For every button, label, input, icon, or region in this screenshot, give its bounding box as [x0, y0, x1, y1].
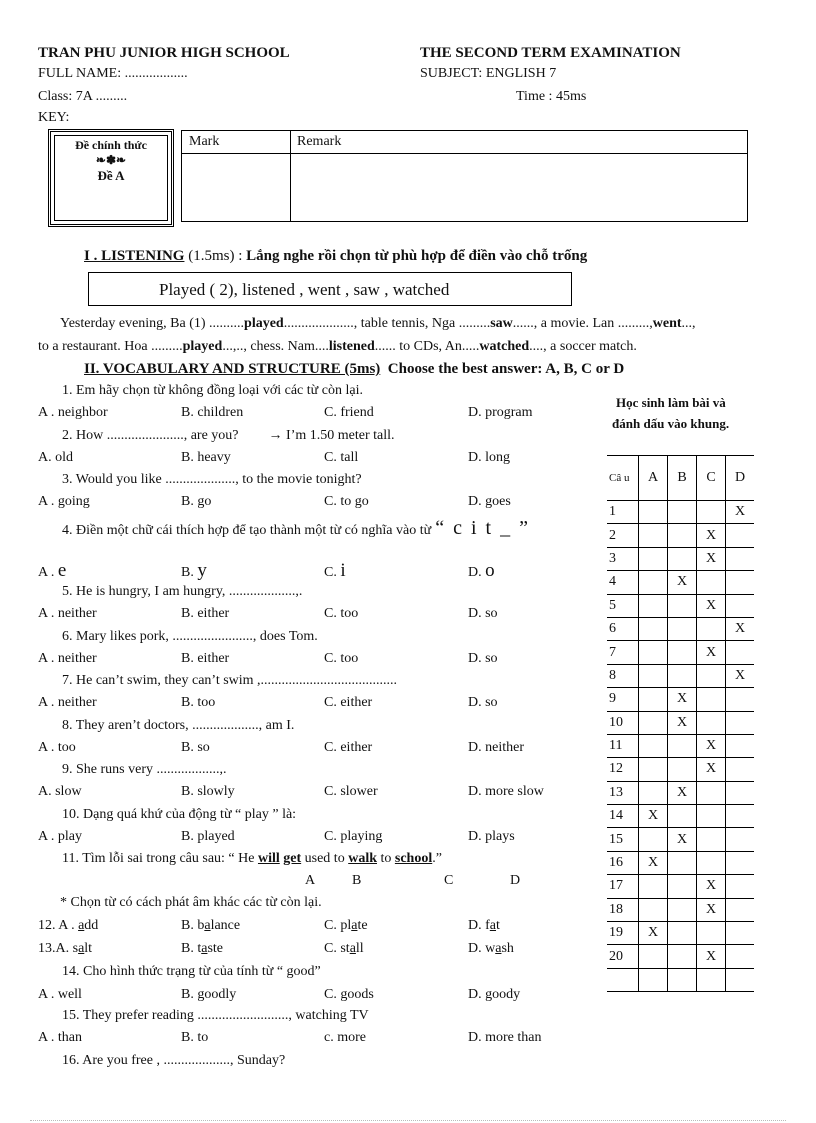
- answer-cell-b[interactable]: [668, 524, 697, 547]
- option-c[interactable]: c. more: [324, 1030, 366, 1045]
- answer-cell-c[interactable]: X: [697, 594, 726, 617]
- option-d[interactable]: D. so: [468, 695, 498, 710]
- answer-cell-b[interactable]: [668, 851, 697, 874]
- answer-row: [607, 922, 754, 945]
- option-c[interactable]: C. i: [324, 560, 346, 581]
- answer-cell-d[interactable]: X: [726, 617, 755, 640]
- answer-cell-c[interactable]: [697, 828, 726, 851]
- answer-cell-c[interactable]: [697, 805, 726, 828]
- answer-cell-a[interactable]: [639, 758, 668, 781]
- answer-cell-d[interactable]: [726, 641, 755, 664]
- answer-cell-b[interactable]: [668, 547, 697, 570]
- option-c[interactable]: C. friend: [324, 405, 374, 420]
- grid-header-b: B: [668, 456, 697, 501]
- option-c[interactable]: C. goods: [324, 987, 374, 1002]
- option-c[interactable]: C. plate: [324, 918, 368, 933]
- answer-row: [607, 501, 754, 524]
- answer-cell-a[interactable]: X: [639, 922, 668, 945]
- answer-row-number: 16: [607, 851, 639, 874]
- option-d[interactable]: D. fat: [468, 918, 500, 933]
- answer-row: [607, 524, 754, 547]
- grid-header-c: C: [697, 456, 726, 501]
- answer-row: [607, 945, 754, 968]
- answer-cell-c[interactable]: X: [697, 875, 726, 898]
- answer-row-number: 7: [607, 641, 639, 664]
- option-d[interactable]: D. so: [468, 651, 498, 666]
- answer-cell-d[interactable]: [726, 524, 755, 547]
- mark-header: Mark: [189, 134, 220, 149]
- school-name: TRAN PHU JUNIOR HIGH SCHOOL: [38, 45, 290, 61]
- answer-cell-d[interactable]: [726, 734, 755, 757]
- answer-row: [607, 571, 754, 594]
- answer-cell-b[interactable]: X: [668, 828, 697, 851]
- answer-cell-c[interactable]: [697, 501, 726, 524]
- question-1: 1. Em hãy chọn từ không đồng loại với các từ còn lại.: [62, 383, 363, 398]
- answer-cell-d[interactable]: [726, 594, 755, 617]
- section1-heading: I . LISTENING (1.5ms) : Lắng nghe rồi chọn từ phù hợp để điền vào chỗ trống: [84, 248, 588, 264]
- option-a[interactable]: A . neighbor: [38, 405, 108, 420]
- option-d[interactable]: D. wash: [468, 941, 514, 956]
- question-11: 11. Tìm lỗi sai trong câu sau: “ He will get used to walk to school.”: [62, 851, 442, 866]
- option-a[interactable]: A . too: [38, 740, 76, 755]
- exam-variant: Đề A: [97, 168, 125, 183]
- answer-cell-b[interactable]: [668, 945, 697, 968]
- answer-cell-c[interactable]: [697, 617, 726, 640]
- answer-row-number: 9: [607, 688, 639, 711]
- option-c[interactable]: C. playing: [324, 829, 383, 844]
- question-8: 8. They aren’t doctors, ..................., am I.: [62, 718, 295, 733]
- answer-cell-a[interactable]: [639, 664, 668, 687]
- grid-header-question: Câ u: [607, 456, 639, 501]
- answer-cell-a[interactable]: [639, 524, 668, 547]
- option-d[interactable]: D. so: [468, 606, 498, 621]
- answer-row-number: 19: [607, 922, 639, 945]
- answer-cell-c[interactable]: X: [697, 734, 726, 757]
- option-d[interactable]: D. goody: [468, 987, 521, 1002]
- answer-sheet-title-1: Học sinh làm bài và: [616, 395, 726, 410]
- answer-grid: [607, 455, 754, 992]
- answer-cell-a[interactable]: [639, 945, 668, 968]
- answer-cell-b[interactable]: X: [668, 781, 697, 804]
- option-c[interactable]: C. slower: [324, 784, 378, 799]
- answer-row-number: 1: [607, 501, 639, 524]
- answer-cell-c[interactable]: X: [697, 898, 726, 921]
- option-d[interactable]: D. program: [468, 405, 533, 420]
- answer-cell-b[interactable]: [668, 922, 697, 945]
- answer-row-number: 4: [607, 571, 639, 594]
- answer-cell-a[interactable]: [639, 594, 668, 617]
- answer-cell-b[interactable]: X: [668, 571, 697, 594]
- answer-row-number: 13: [607, 781, 639, 804]
- option-b[interactable]: B. heavy: [181, 450, 231, 465]
- answer-row: [607, 875, 754, 898]
- section2-heading: II. VOCABULARY AND STRUCTURE (5ms) Choose the best answer: A, B, C or D: [84, 361, 625, 377]
- answer-row-number: 15: [607, 828, 639, 851]
- option-b[interactable]: B. go: [181, 494, 212, 509]
- option-a[interactable]: A . than: [38, 1030, 82, 1045]
- option-c[interactable]: C. tall: [324, 450, 359, 465]
- question-9: 9. She runs very ..................,.: [62, 762, 227, 777]
- answer-cell-a[interactable]: X: [639, 851, 668, 874]
- question-3: 3. Would you like ...................., to the movie tonight?: [62, 472, 362, 487]
- answer-cell-b[interactable]: [668, 501, 697, 524]
- answer-cell-d[interactable]: [726, 922, 755, 945]
- answer-cell-c[interactable]: [697, 711, 726, 734]
- answer-cell-c[interactable]: X: [697, 641, 726, 664]
- question-6: 6. Mary likes pork, ......................., does Tom.: [62, 629, 318, 644]
- exam-title: THE SECOND TERM EXAMINATION: [420, 45, 681, 61]
- answer-cell-d[interactable]: [726, 805, 755, 828]
- answer-cell-b[interactable]: X: [668, 688, 697, 711]
- answer-cell-c[interactable]: X: [697, 547, 726, 570]
- option-c[interactable]: C. to go: [324, 494, 369, 509]
- answer-cell-a[interactable]: [639, 875, 668, 898]
- answer-cell-b[interactable]: [668, 875, 697, 898]
- answer-cell-c[interactable]: [697, 688, 726, 711]
- answer-cell-c[interactable]: X: [697, 758, 726, 781]
- remark-header: Remark: [297, 134, 342, 149]
- answer-cell-b[interactable]: [668, 898, 697, 921]
- answer-cell-a[interactable]: [639, 734, 668, 757]
- answer-row: [607, 734, 754, 757]
- option-a[interactable]: A . neither: [38, 695, 97, 710]
- answer-row: [607, 547, 754, 570]
- option-d[interactable]: D. neither: [468, 740, 524, 755]
- option-a[interactable]: A . neither: [38, 606, 97, 621]
- answer-cell-d[interactable]: [726, 875, 755, 898]
- answer-row: [607, 617, 754, 640]
- answer-cell-c[interactable]: [697, 664, 726, 687]
- answer-cell-a[interactable]: [639, 781, 668, 804]
- option-c[interactable]: C. too: [324, 651, 359, 666]
- answer-cell-d[interactable]: [726, 711, 755, 734]
- option-b[interactable]: B. so: [181, 740, 210, 755]
- option-d[interactable]: D. goes: [468, 494, 511, 509]
- question-15: 14. Cho hình thức trạng từ của tính từ “ good”: [62, 964, 321, 979]
- answer-cell-d[interactable]: [726, 945, 755, 968]
- answer-cell-a[interactable]: [639, 898, 668, 921]
- answer-cell-a[interactable]: [639, 501, 668, 524]
- question-17: 16. Are you free , ..................., Sunday?: [62, 1053, 286, 1068]
- word-bank: Played ( 2), listened , went , saw , watched: [88, 272, 572, 306]
- option-b[interactable]: B. played: [181, 829, 235, 844]
- option-a[interactable]: A . neither: [38, 651, 97, 666]
- option-b[interactable]: B. balance: [181, 918, 241, 933]
- answer-cell-b[interactable]: [668, 758, 697, 781]
- time-label: Time : 45ms: [516, 89, 587, 104]
- answer-row: [607, 758, 754, 781]
- error-letter-b: B: [352, 873, 362, 888]
- answer-cell-d[interactable]: X: [726, 664, 755, 687]
- class-field[interactable]: Class: 7A .........: [38, 89, 128, 104]
- answer-row: [607, 688, 754, 711]
- option-d[interactable]: D. o: [468, 560, 495, 581]
- answer-cell-d[interactable]: [726, 828, 755, 851]
- answer-cell-c[interactable]: X: [697, 945, 726, 968]
- answer-row: [607, 805, 754, 828]
- question-7: 7. He can’t swim, they can’t swim ,.......................................: [62, 673, 398, 688]
- question-4: 4. Điền một chữ cái thích hợp để tạo thành một từ có nghĩa vào từ “ c i t _ ”: [62, 517, 530, 539]
- answer-row: [607, 641, 754, 664]
- answer-row: [607, 828, 754, 851]
- answer-cell-c[interactable]: [697, 922, 726, 945]
- answer-row-number: 17: [607, 875, 639, 898]
- answer-cell-a[interactable]: [639, 828, 668, 851]
- answer-cell-d[interactable]: [726, 781, 755, 804]
- answer-row-number: 8: [607, 664, 639, 687]
- question-10: 10. Dạng quá khứ của động từ “ play ” là:: [62, 807, 297, 822]
- answer-row-number: 2: [607, 524, 639, 547]
- answer-row: [607, 781, 754, 804]
- option-b[interactable]: B. y: [181, 560, 207, 581]
- answer-cell-d[interactable]: [726, 898, 755, 921]
- option-a[interactable]: A. old: [38, 450, 73, 465]
- option-b[interactable]: B. either: [181, 651, 230, 666]
- option-b[interactable]: B. taste: [181, 941, 224, 956]
- answer-cell-d[interactable]: [726, 758, 755, 781]
- option-a[interactable]: 12. A . add: [38, 918, 99, 933]
- answer-row-number: 5: [607, 594, 639, 617]
- option-c[interactable]: C. either: [324, 695, 373, 710]
- error-letter-d: D: [510, 873, 521, 888]
- answer-cell-d[interactable]: [726, 851, 755, 874]
- option-b[interactable]: B. to: [181, 1030, 209, 1045]
- answer-cell-b[interactable]: [668, 734, 697, 757]
- option-b[interactable]: B. children: [181, 405, 244, 420]
- option-a[interactable]: A . going: [38, 494, 90, 509]
- option-a[interactable]: 13.A. salt: [38, 941, 93, 956]
- full-name-field[interactable]: FULL NAME: ..................: [38, 66, 188, 81]
- answer-row-number: 12: [607, 758, 639, 781]
- option-d[interactable]: D. long: [468, 450, 510, 465]
- option-b[interactable]: B. goodly: [181, 987, 237, 1002]
- key-label: KEY:: [38, 110, 70, 125]
- listening-line-2: to a restaurant. Hoa .........played...,.., chess. Nam....listened...... to CDs, An.....watched...., a soccer match.: [38, 339, 637, 354]
- answer-cell-a[interactable]: [639, 617, 668, 640]
- listening-line-1: Yesterday evening, Ba (1) ..........played...................., table tennis, Nga .........saw......, a movie. Lan .........,went...,: [60, 316, 696, 331]
- answer-cell-d[interactable]: [726, 571, 755, 594]
- option-c[interactable]: C. stall: [324, 941, 364, 956]
- answer-cell-b[interactable]: [668, 664, 697, 687]
- option-a[interactable]: A. slow: [38, 784, 82, 799]
- answer-cell-c[interactable]: [697, 571, 726, 594]
- option-c[interactable]: C. too: [324, 606, 359, 621]
- answer-cell-a[interactable]: [639, 688, 668, 711]
- answer-cell-a[interactable]: [639, 711, 668, 734]
- answer-cell-c[interactable]: [697, 851, 726, 874]
- answer-cell-d[interactable]: X: [726, 501, 755, 524]
- answer-cell-d[interactable]: [726, 547, 755, 570]
- answer-cell-a[interactable]: [639, 547, 668, 570]
- answer-row-number: 6: [607, 617, 639, 640]
- answer-cell-a[interactable]: [639, 571, 668, 594]
- answer-sheet-title-2: đánh dấu vào khung.: [612, 416, 730, 431]
- exam-code-box: [48, 129, 174, 227]
- option-d[interactable]: D. more than: [468, 1030, 542, 1045]
- answer-cell-c[interactable]: X: [697, 524, 726, 547]
- subject-label: SUBJECT: ENGLISH 7: [420, 66, 557, 81]
- question-2: 2. How ......................, are you? → I’m 1.50 meter tall.: [62, 428, 395, 443]
- answer-row-number: 3: [607, 547, 639, 570]
- answer-row-number: 11: [607, 734, 639, 757]
- option-d[interactable]: D. more slow: [468, 784, 544, 799]
- answer-cell-c[interactable]: [697, 781, 726, 804]
- option-d[interactable]: D. plays: [468, 829, 515, 844]
- answer-row: [607, 851, 754, 874]
- answer-cell-b[interactable]: [668, 805, 697, 828]
- error-letter-a: A: [305, 873, 316, 888]
- question-16: 15. They prefer reading .........................., watching TV: [62, 1008, 369, 1023]
- option-a[interactable]: A . well: [38, 987, 82, 1002]
- answer-cell-d[interactable]: [726, 688, 755, 711]
- option-b[interactable]: B. either: [181, 606, 230, 621]
- mark-remark-box: [181, 130, 748, 222]
- answer-row-number: 10: [607, 711, 639, 734]
- answer-cell-a[interactable]: [639, 641, 668, 664]
- answer-row: [607, 594, 754, 617]
- answer-cell-b[interactable]: [668, 617, 697, 640]
- option-c[interactable]: C. either: [324, 740, 373, 755]
- question-12: * Chọn từ có cách phát âm khác các từ còn lại.: [60, 895, 322, 910]
- answer-row-number: 18: [607, 898, 639, 921]
- answer-cell-b[interactable]: [668, 594, 697, 617]
- option-a[interactable]: A . play: [38, 829, 82, 844]
- answer-cell-b[interactable]: [668, 641, 697, 664]
- answer-row: [607, 898, 754, 921]
- answer-row-number: 20: [607, 945, 639, 968]
- grid-header-a: A: [639, 456, 668, 501]
- answer-cell-a[interactable]: X: [639, 805, 668, 828]
- official-label: Đề chính thức: [75, 138, 147, 152]
- answer-row: [607, 664, 754, 687]
- option-b[interactable]: B. too: [181, 695, 216, 710]
- option-a[interactable]: A . e: [38, 560, 67, 581]
- ornament-icon: ❧✽❧: [95, 153, 127, 167]
- option-b[interactable]: B. slowly: [181, 784, 235, 799]
- error-letter-c: C: [444, 873, 454, 888]
- grid-header-d: D: [726, 456, 755, 501]
- answer-cell-b[interactable]: X: [668, 711, 697, 734]
- answer-row: [607, 711, 754, 734]
- answer-row-number: 14: [607, 805, 639, 828]
- question-5: 5. He is hungry, I am hungry, ...................,.: [62, 584, 303, 599]
